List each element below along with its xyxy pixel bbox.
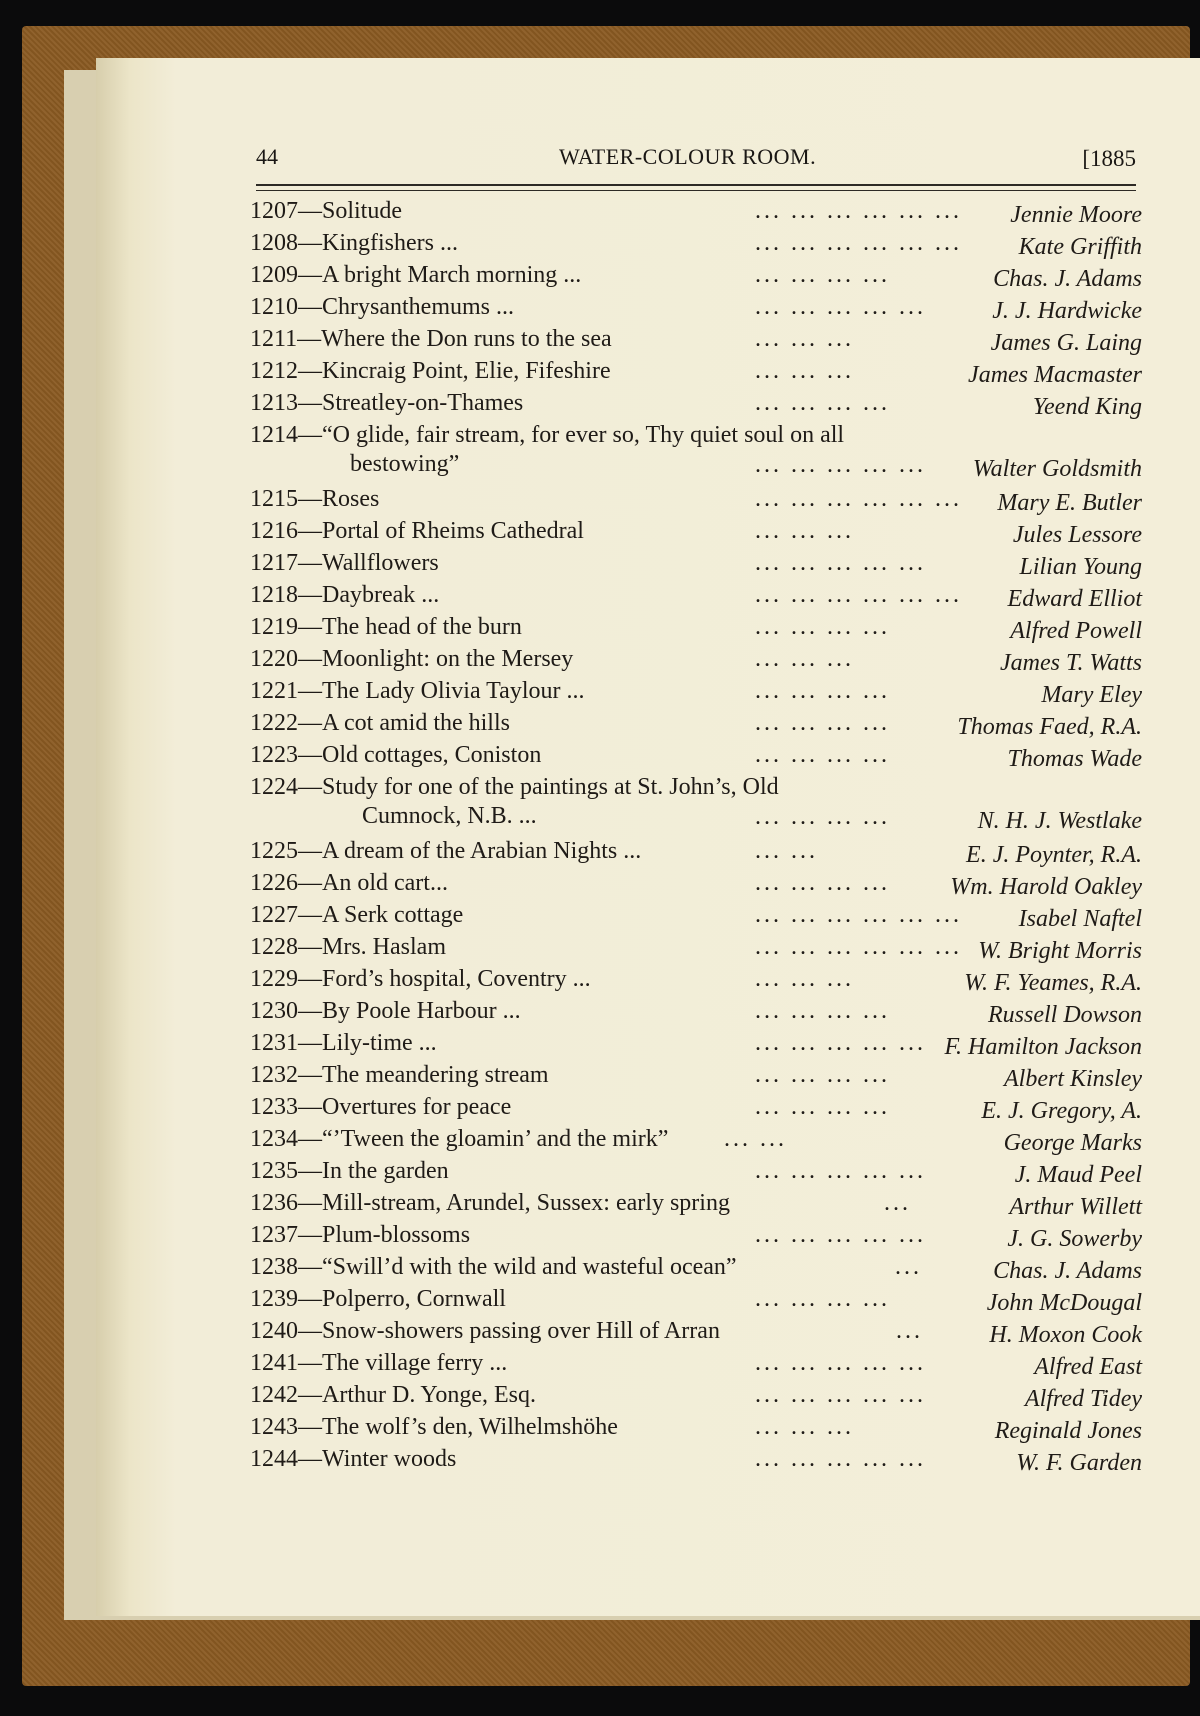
entry-title: A bright March morning ... <box>322 262 582 288</box>
leader-dots: ... ... ... ... <box>755 678 890 704</box>
list-item <box>250 678 1142 710</box>
entry-title-line: 1217—Wallflowers <box>250 550 439 576</box>
entry-number: 1210 <box>250 294 298 320</box>
entry-title: Study for one of the paintings at St. John’s, Old <box>322 774 779 800</box>
entry-title-line: 1208—Kingfishers ... <box>250 230 458 256</box>
entry-title-line: 1209—A bright March morning ... <box>250 262 582 288</box>
entry-title: “Swill’d with the wild and wasteful ocean” <box>322 1254 737 1280</box>
entry-artist: W. F. Yeames, R.A. <box>964 970 1142 996</box>
entry-number: 1230 <box>250 998 298 1024</box>
entry-artist: Kate Griffith <box>1018 234 1142 260</box>
leader-dots: ... ... <box>724 1126 787 1152</box>
entry-artist: N. H. J. Westlake <box>977 808 1142 834</box>
entry-artist: Jules Lessore <box>1012 522 1142 548</box>
list-item <box>250 870 1142 902</box>
entry-title: Solitude <box>322 198 403 224</box>
entry-title-line: 1228—Mrs. Haslam <box>250 934 446 960</box>
entry-artist: Alfred East <box>1034 1354 1142 1380</box>
list-item <box>250 646 1142 678</box>
entry-artist: Edward Elliot <box>1007 586 1142 612</box>
entry-title-line: 1222—A cot amid the hills <box>250 710 510 736</box>
entry-title: Kingfishers ... <box>322 230 458 256</box>
leader-dots: ... <box>896 1318 923 1344</box>
entry-title-line: 1234—“’Tween the gloamin’ and the mirk” <box>250 1126 669 1152</box>
leader-dots: ... ... ... ... <box>755 870 890 896</box>
list-item <box>250 550 1142 582</box>
entry-number: 1244 <box>250 1446 298 1472</box>
list-item <box>250 1254 1142 1286</box>
entry-number: 1223 <box>250 742 298 768</box>
entry-title: An old cart... <box>322 870 448 896</box>
entry-number: 1237 <box>250 1222 298 1248</box>
leader-dots: ... ... ... ... ... ... <box>755 198 962 224</box>
list-item <box>250 614 1142 646</box>
entry-title: Winter woods <box>322 1446 457 1472</box>
list-item <box>250 1094 1142 1126</box>
catalogue-list <box>250 198 1142 1478</box>
leader-dots: ... ... ... <box>755 966 854 992</box>
entry-artist: Jennie Moore <box>1010 202 1142 228</box>
entry-title: Chrysanthemums ... <box>322 294 514 320</box>
entry-title: Wallflowers <box>322 550 439 576</box>
entry-artist: Chas. J. Adams <box>993 266 1142 292</box>
entry-number: 1219 <box>250 614 298 640</box>
leader-dots: ... ... ... ... ... <box>755 294 926 320</box>
entry-title-line: 1230—By Poole Harbour ... <box>250 998 521 1024</box>
entry-artist: Alfred Tidey <box>1024 1386 1142 1412</box>
entry-title-line: 1236—Mill-stream, Arundel, Sussex: early spring <box>250 1190 730 1216</box>
entry-artist: Reginald Jones <box>994 1418 1142 1444</box>
leader-dots: ... ... ... <box>755 326 854 352</box>
entry-artist: James Macmaster <box>968 362 1142 388</box>
entry-title: A cot amid the hills <box>322 710 510 736</box>
entry-title-line: 1220—Moonlight: on the Mersey <box>250 646 574 672</box>
list-item <box>250 966 1142 998</box>
entry-title-line: 1231—Lily-time ... <box>250 1030 437 1056</box>
entry-artist: H. Moxon Cook <box>989 1322 1142 1348</box>
list-item <box>250 1414 1142 1446</box>
leader-dots: ... ... ... ... ... <box>755 1382 926 1408</box>
entry-artist: J. Maud Peel <box>1014 1162 1142 1188</box>
entry-artist: Thomas Faed, R.A. <box>957 714 1142 740</box>
entry-title-line: 1214—“O glide, fair stream, for ever so, Thy quiet soul on all <box>250 422 845 448</box>
entry-title-line: 1237—Plum-blossoms <box>250 1222 471 1248</box>
entry-artist: Wm. Harold Oakley <box>950 874 1142 900</box>
entry-number: 1216 <box>250 518 298 544</box>
entry-title: Polperro, Cornwall <box>322 1286 506 1312</box>
entry-title-line: 1224—Study for one of the paintings at St. John’s, Old <box>250 774 779 800</box>
entry-number: 1224 <box>250 774 298 800</box>
leader-dots: ... ... ... ... <box>755 998 890 1024</box>
leader-dots: ... ... ... <box>755 646 854 672</box>
list-item <box>250 1126 1142 1158</box>
leader-dots: ... ... ... ... ... ... <box>755 230 962 256</box>
list-item <box>250 710 1142 742</box>
entry-artist: James T. Watts <box>999 650 1142 676</box>
leader-dots: ... ... ... ... <box>755 742 890 768</box>
entry-artist: Lilian Young <box>1019 554 1142 580</box>
list-item <box>250 1446 1142 1478</box>
list-item <box>250 262 1142 294</box>
list-item <box>250 1030 1142 1062</box>
list-item <box>250 1318 1142 1350</box>
list-item <box>250 934 1142 966</box>
entry-number: 1240 <box>250 1318 298 1344</box>
entry-title-line: 1235—In the garden <box>250 1158 449 1184</box>
leader-dots: ... <box>895 1254 922 1280</box>
entry-number: 1231 <box>250 1030 298 1056</box>
entry-title-line: 1215—Roses <box>250 486 380 512</box>
list-item <box>250 1350 1142 1382</box>
entry-title: The head of the burn <box>322 614 522 640</box>
entry-title: Roses <box>322 486 380 512</box>
entry-title: Mrs. Haslam <box>322 934 446 960</box>
entry-title: Old cottages, Coniston <box>322 742 542 768</box>
entry-title: Kincraig Point, Elie, Fifeshire <box>322 358 611 384</box>
leader-dots: ... ... ... ... ... <box>755 1030 926 1056</box>
entry-title: Portal of Rheims Cathedral <box>322 518 584 544</box>
entry-number: 1220 <box>250 646 298 672</box>
entry-title: Arthur D. Yonge, Esq. <box>322 1382 537 1408</box>
list-item <box>250 326 1142 358</box>
entry-number: 1218 <box>250 582 298 608</box>
entry-number: 1212 <box>250 358 298 384</box>
leader-dots: ... ... <box>755 838 818 864</box>
entry-number: 1214 <box>250 422 298 448</box>
header-rule <box>256 184 1136 191</box>
leader-dots: ... ... ... ... <box>755 390 890 416</box>
entry-number: 1209 <box>250 262 298 288</box>
entry-artist: George Marks <box>1003 1130 1142 1156</box>
entry-title-line: 1238—“Swill’d with the wild and wasteful ocean” <box>250 1254 737 1280</box>
leader-dots: ... ... ... ... <box>755 804 890 830</box>
list-item <box>250 742 1142 774</box>
entry-number: 1242 <box>250 1382 298 1408</box>
leader-dots: ... ... ... ... ... <box>755 1222 926 1248</box>
leader-dots: ... ... ... <box>755 518 854 544</box>
entry-number: 1234 <box>250 1126 298 1152</box>
entry-artist: W. Bright Morris <box>978 938 1142 964</box>
entry-title-line: 1239—Polperro, Cornwall <box>250 1286 506 1312</box>
entry-title-line: 1213—Streatley-on-Thames <box>250 390 524 416</box>
entry-number: 1227 <box>250 902 298 928</box>
list-item <box>250 582 1142 614</box>
list-item <box>250 1222 1142 1254</box>
entry-title-continuation: bestowing” <box>350 451 460 477</box>
entry-title-continuation: Cumnock, N.B. ... <box>362 803 537 829</box>
list-item <box>250 774 1142 838</box>
entry-title-line: 1240—Snow-showers passing over Hill of Arran <box>250 1318 720 1344</box>
entry-artist: J. J. Hardwicke <box>992 298 1142 324</box>
running-title: WATER-COLOUR ROOM. <box>559 144 817 169</box>
entry-title-line: 1210—Chrysanthemums ... <box>250 294 514 320</box>
list-item <box>250 998 1142 1030</box>
leader-dots: ... ... ... ... ... <box>755 550 926 576</box>
entry-title-line: 1225—A dream of the Arabian Nights ... <box>250 838 642 864</box>
entry-number: 1221 <box>250 678 298 704</box>
entry-title-line: 1243—The wolf’s den, Wilhelmshöhe <box>250 1414 618 1440</box>
leader-dots: ... ... ... ... ... <box>755 452 926 478</box>
entry-title: The meandering stream <box>322 1062 549 1088</box>
entry-title: “’Tween the gloamin’ and the mirk” <box>322 1126 669 1152</box>
entry-artist: W. F. Garden <box>1016 1450 1142 1476</box>
leader-dots: ... ... ... ... <box>755 1286 890 1312</box>
entry-title: Snow-showers passing over Hill of Arran <box>322 1318 720 1344</box>
entry-artist: Alfred Powell <box>1010 618 1142 644</box>
leader-dots: ... ... ... ... ... ... <box>755 934 962 960</box>
entry-artist: Isabel Naftel <box>1018 906 1142 932</box>
list-item <box>250 1286 1142 1318</box>
entry-artist: James G. Laing <box>990 330 1142 356</box>
entry-artist: Albert Kinsley <box>1004 1066 1142 1092</box>
entry-number: 1225 <box>250 838 298 864</box>
leader-dots: ... ... ... ... ... <box>755 1350 926 1376</box>
entry-artist: E. J. Gregory, A. <box>981 1098 1142 1124</box>
entry-title: Mill-stream, Arundel, Sussex: early spring <box>322 1190 730 1216</box>
entry-number: 1215 <box>250 486 298 512</box>
entry-title: Moonlight: on the Mersey <box>322 646 574 672</box>
entry-title-line: 1241—The village ferry ... <box>250 1350 508 1376</box>
entry-artist: Walter Goldsmith <box>972 456 1142 482</box>
entry-artist: Yeend King <box>1032 394 1142 420</box>
entry-artist: Mary E. Butler <box>997 490 1142 516</box>
entry-title: Ford’s hospital, Coventry ... <box>322 966 591 992</box>
list-item <box>250 230 1142 262</box>
leader-dots: ... ... ... ... <box>755 262 890 288</box>
entry-number: 1222 <box>250 710 298 736</box>
entry-number: 1232 <box>250 1062 298 1088</box>
entry-title-line: 1244—Winter woods <box>250 1446 457 1472</box>
entry-number: 1208 <box>250 230 298 256</box>
header-year: [1885 <box>1082 146 1136 171</box>
entry-title: The wolf’s den, Wilhelmshöhe <box>322 1414 618 1440</box>
entry-artist: Mary Eley <box>1041 682 1142 708</box>
entry-title-line: 1212—Kincraig Point, Elie, Fifeshire <box>250 358 611 384</box>
entry-title: In the garden <box>322 1158 449 1184</box>
entry-artist: Chas. J. Adams <box>993 1258 1142 1284</box>
entry-title-line: 1216—Portal of Rheims Cathedral <box>250 518 584 544</box>
list-item <box>250 902 1142 934</box>
list-item <box>250 358 1142 390</box>
list-item <box>250 486 1142 518</box>
leader-dots: ... ... ... ... ... ... <box>755 582 962 608</box>
entry-number: 1211 <box>250 326 298 352</box>
list-item <box>250 198 1142 230</box>
entry-artist: J. G. Sowerby <box>1007 1226 1142 1252</box>
entry-title: Daybreak ... <box>322 582 440 608</box>
list-item <box>250 422 1142 486</box>
entry-number: 1241 <box>250 1350 298 1376</box>
list-item <box>250 838 1142 870</box>
leader-dots: ... <box>884 1190 911 1216</box>
entry-title-line: 1233—Overtures for peace <box>250 1094 512 1120</box>
entry-title: Lily-time ... <box>322 1030 437 1056</box>
entry-number: 1226 <box>250 870 298 896</box>
entry-number: 1235 <box>250 1158 298 1184</box>
entry-number: 1207 <box>250 198 298 224</box>
list-item <box>250 518 1142 550</box>
entry-title: A dream of the Arabian Nights ... <box>322 838 642 864</box>
entry-title-line: 1218—Daybreak ... <box>250 582 440 608</box>
leader-dots: ... ... ... ... ... ... <box>755 486 962 512</box>
leader-dots: ... ... ... ... <box>755 1062 890 1088</box>
entry-title-line: 1226—An old cart... <box>250 870 448 896</box>
leader-dots: ... ... ... ... ... <box>755 1158 926 1184</box>
entry-title: A Serk cottage <box>322 902 464 928</box>
entry-artist: Arthur Willett <box>1009 1194 1142 1220</box>
leader-dots: ... ... ... ... <box>755 710 890 736</box>
entry-title-line: 1223—Old cottages, Coniston <box>250 742 542 768</box>
list-item <box>250 1190 1142 1222</box>
entry-artist: F. Hamilton Jackson <box>944 1034 1142 1060</box>
leader-dots: ... ... ... ... <box>755 614 890 640</box>
entry-number: 1243 <box>250 1414 298 1440</box>
leader-dots: ... ... ... ... ... <box>755 1446 926 1472</box>
entry-number: 1228 <box>250 934 298 960</box>
entry-title: The village ferry ... <box>322 1350 508 1376</box>
leader-dots: ... ... ... ... <box>755 1094 890 1120</box>
entry-title: “O glide, fair stream, for ever so, Thy quiet soul on all <box>322 422 845 448</box>
entry-artist: Russell Dowson <box>987 1002 1142 1028</box>
entry-number: 1233 <box>250 1094 298 1120</box>
entry-title-line: 1227—A Serk cottage <box>250 902 464 928</box>
entry-title: By Poole Harbour ... <box>322 998 521 1024</box>
entry-title: Streatley-on-Thames <box>322 390 524 416</box>
entry-title-line: 1229—Ford’s hospital, Coventry ... <box>250 966 591 992</box>
entry-title-line: 1211—Where the Don runs to the sea <box>250 326 612 352</box>
entry-title-line: 1232—The meandering stream <box>250 1062 549 1088</box>
entry-number: 1238 <box>250 1254 298 1280</box>
list-item <box>250 390 1142 422</box>
entry-number: 1236 <box>250 1190 298 1216</box>
entry-number: 1213 <box>250 390 298 416</box>
list-item <box>250 1158 1142 1190</box>
entry-number: 1217 <box>250 550 298 576</box>
entry-title: Overtures for peace <box>322 1094 512 1120</box>
entry-title: Plum-blossoms <box>322 1222 471 1248</box>
entry-title: The Lady Olivia Taylour ... <box>322 678 585 704</box>
list-item <box>250 1382 1142 1414</box>
entry-title-line: 1221—The Lady Olivia Taylour ... <box>250 678 585 704</box>
leader-dots: ... ... ... <box>755 1414 854 1440</box>
entry-artist: John McDougal <box>986 1290 1142 1316</box>
entry-title: Where the Don runs to the sea <box>321 326 612 352</box>
leader-dots: ... ... ... ... ... ... <box>755 902 962 928</box>
entry-title-line: 1219—The head of the burn <box>250 614 522 640</box>
entry-number: 1239 <box>250 1286 298 1312</box>
list-item <box>250 294 1142 326</box>
entry-title-line: 1207—Solitude <box>250 198 403 224</box>
entry-artist: Thomas Wade <box>1007 746 1142 772</box>
page-number: 44 <box>256 144 278 169</box>
list-item <box>250 1062 1142 1094</box>
entry-artist: E. J. Poynter, R.A. <box>966 842 1142 868</box>
page-header <box>256 144 1136 174</box>
entry-title-line: 1242—Arthur D. Yonge, Esq. <box>250 1382 537 1408</box>
entry-number: 1229 <box>250 966 298 992</box>
leader-dots: ... ... ... <box>755 358 854 384</box>
